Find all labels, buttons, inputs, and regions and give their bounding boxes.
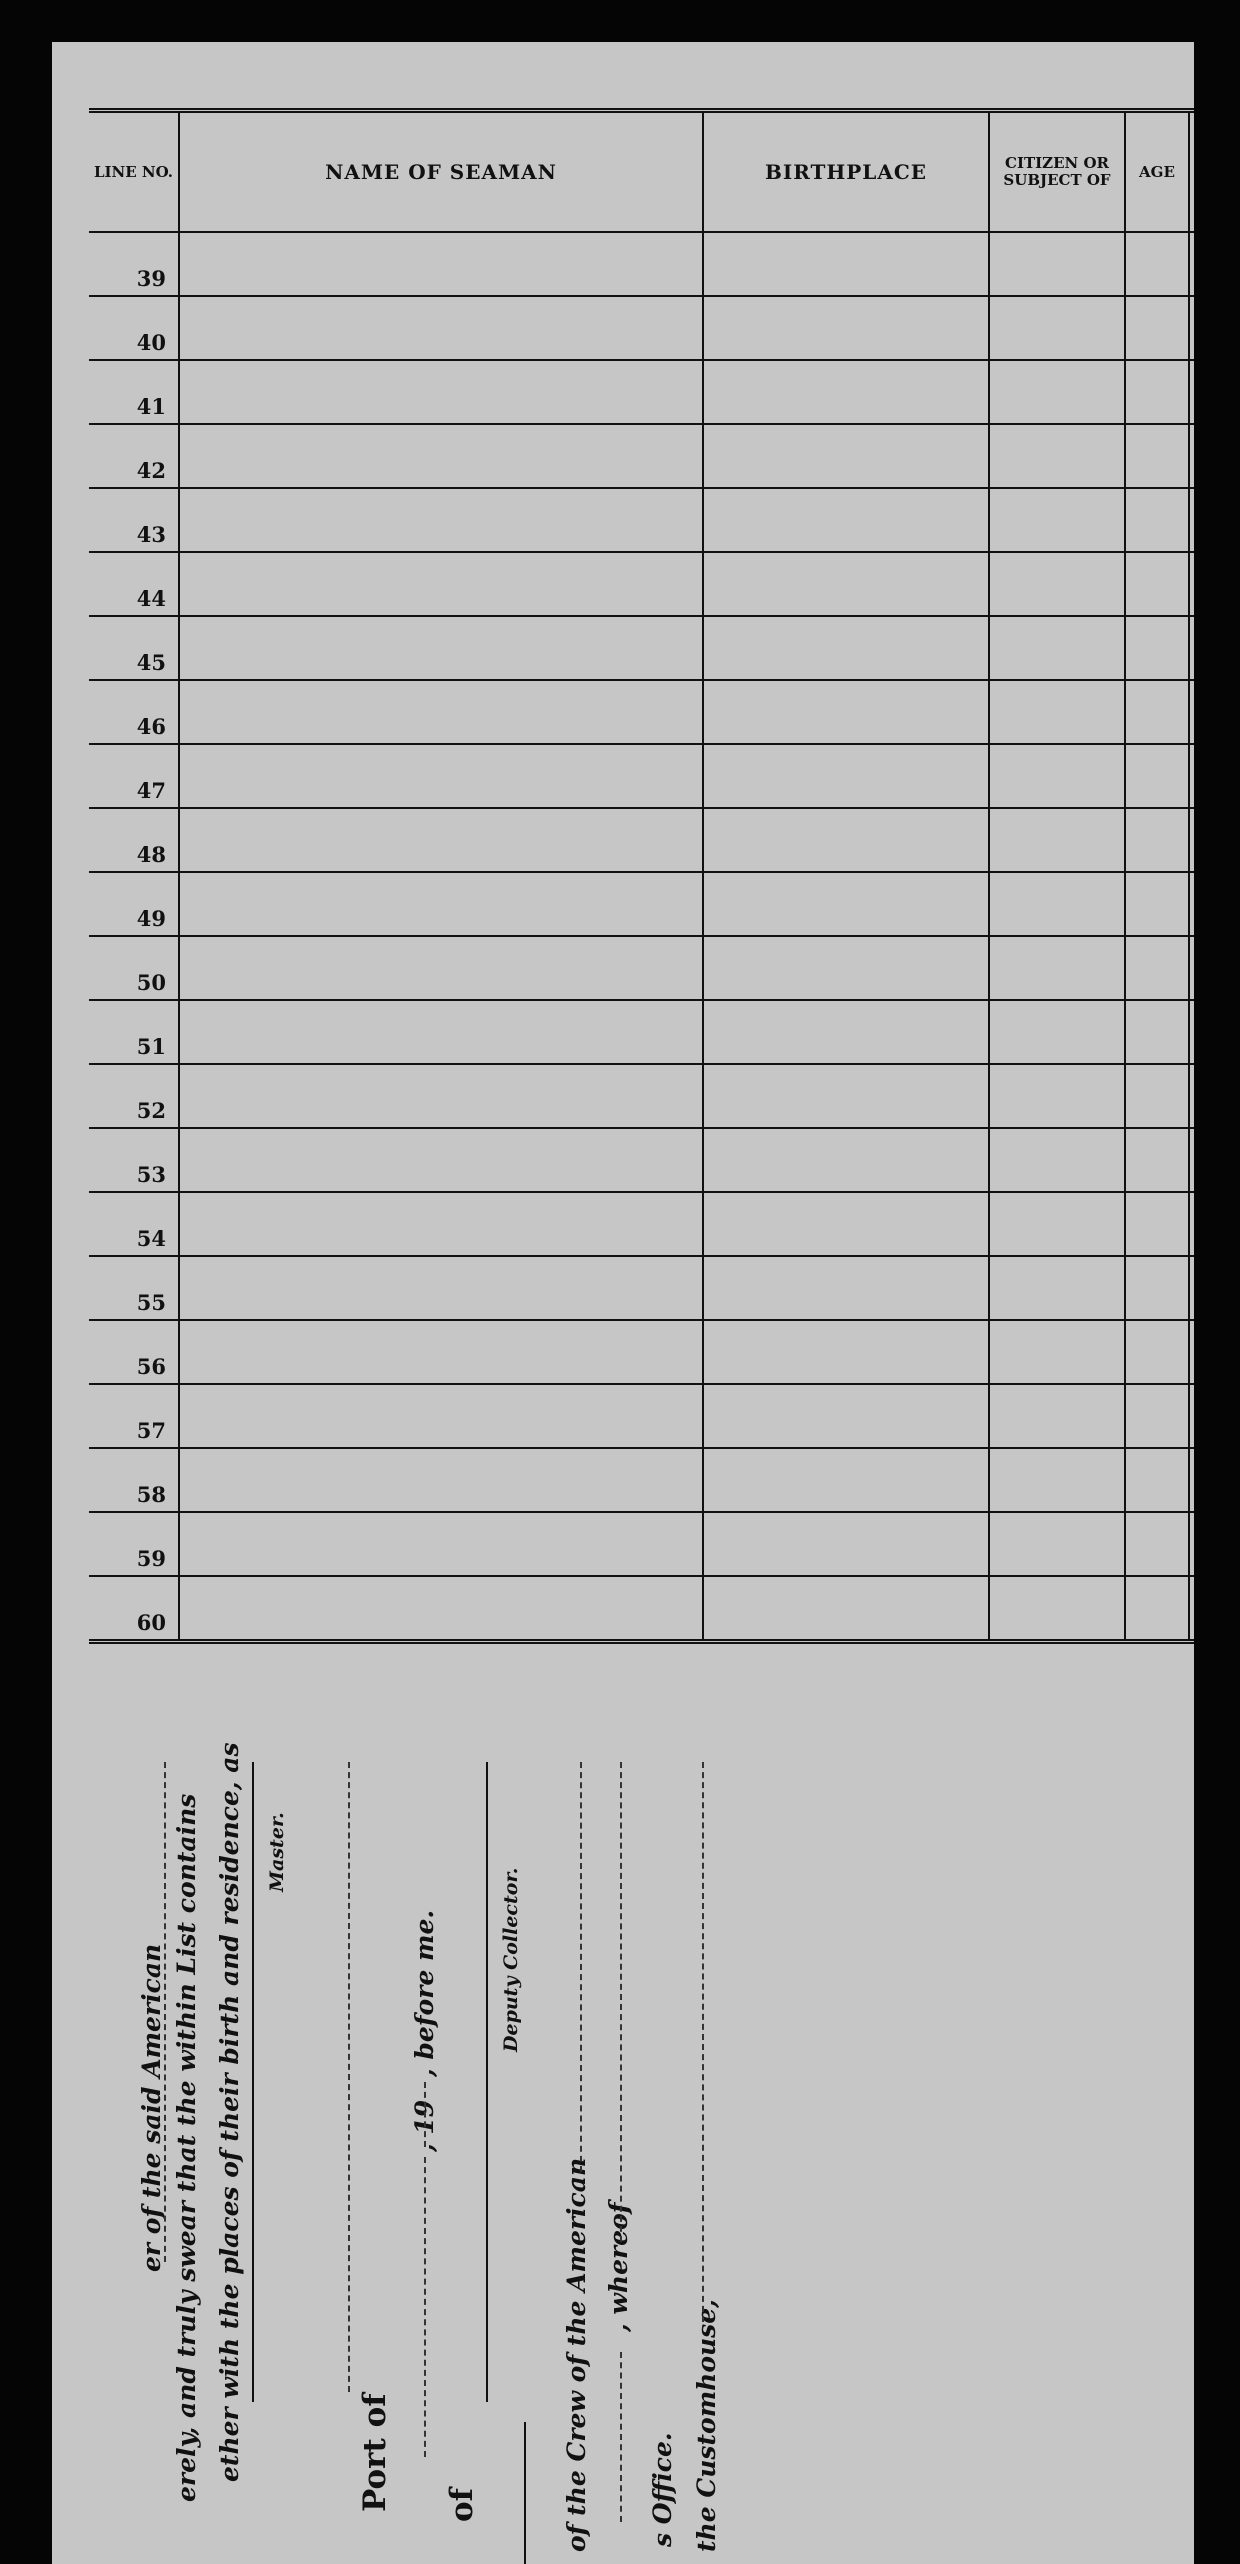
- table-row: [89, 424, 1194, 488]
- age-cell[interactable]: [1125, 232, 1189, 296]
- port-of-label: Port of: [357, 2393, 393, 2512]
- age-cell[interactable]: [1125, 552, 1189, 616]
- line-number: 45: [89, 616, 179, 680]
- name-cell[interactable]: [179, 1128, 703, 1192]
- vessel-name-blank[interactable]: [164, 1762, 166, 2262]
- oath-line-3: ether with the places of their birth and residence, as: [215, 1742, 244, 2482]
- name-cell[interactable]: [179, 1256, 703, 1320]
- citizen-cell[interactable]: [989, 680, 1125, 744]
- citizen-cell[interactable]: [989, 1000, 1125, 1064]
- whereof-blank[interactable]: [620, 1762, 622, 2242]
- citizen-cell[interactable]: [989, 296, 1125, 360]
- header-cut-column: [1189, 111, 1194, 233]
- citizen-cell[interactable]: [989, 744, 1125, 808]
- line-number: 55: [89, 1256, 179, 1320]
- line-number: 43: [89, 488, 179, 552]
- header-citizen: CITIZEN OR SUBJECT OF: [989, 111, 1125, 233]
- line-number: 60: [89, 1576, 179, 1642]
- name-cell[interactable]: [179, 616, 703, 680]
- name-cell[interactable]: [179, 1512, 703, 1576]
- table-row: [89, 1576, 1194, 1642]
- birthplace-cell[interactable]: [703, 552, 989, 616]
- line-number: 51: [89, 1000, 179, 1064]
- citizen-cell[interactable]: [989, 424, 1125, 488]
- name-cell[interactable]: [179, 360, 703, 424]
- age-cell[interactable]: [1125, 936, 1189, 1000]
- citizen-cell[interactable]: [989, 552, 1125, 616]
- age-cell[interactable]: [1125, 744, 1189, 808]
- table-row: [89, 744, 1194, 808]
- age-cell[interactable]: [1125, 1256, 1189, 1320]
- office-label: s Office.: [648, 2432, 677, 2547]
- name-cell[interactable]: [179, 680, 703, 744]
- line-number: 40: [89, 296, 179, 360]
- table-row: [89, 1512, 1194, 1576]
- header-age: AGE: [1125, 111, 1189, 233]
- line-number: 52: [89, 1064, 179, 1128]
- name-cell[interactable]: [179, 552, 703, 616]
- citizen-cell[interactable]: [989, 872, 1125, 936]
- table-row: [89, 1192, 1194, 1256]
- line-number: 54: [89, 1192, 179, 1256]
- birthplace-cell[interactable]: [703, 296, 989, 360]
- age-cell[interactable]: [1125, 1576, 1189, 1642]
- name-cell[interactable]: [179, 1576, 703, 1642]
- oath-line-2: erely, and truly swear that the within List contains: [172, 1793, 201, 2502]
- master-label: Master.: [266, 1812, 288, 1892]
- name-cell[interactable]: [179, 488, 703, 552]
- citizen-cell[interactable]: [989, 1128, 1125, 1192]
- table-row: [89, 1000, 1194, 1064]
- citizen-cell[interactable]: [989, 1448, 1125, 1512]
- deputy-collector-label: Deputy Collector.: [500, 1867, 522, 2052]
- line-number: 41: [89, 360, 179, 424]
- name-cell[interactable]: [179, 1064, 703, 1128]
- header-name-of-seaman: NAME OF SEAMAN: [179, 111, 703, 233]
- crew-list-table: [89, 108, 1194, 1644]
- name-cell[interactable]: [179, 808, 703, 872]
- birthplace-cell[interactable]: [703, 360, 989, 424]
- line-number: 47: [89, 744, 179, 808]
- age-cell[interactable]: [1125, 296, 1189, 360]
- birthplace-cell[interactable]: [703, 488, 989, 552]
- age-cell[interactable]: [1125, 1384, 1189, 1448]
- name-cell[interactable]: [179, 1448, 703, 1512]
- line-number: 53: [89, 1128, 179, 1192]
- age-cell[interactable]: [1125, 1128, 1189, 1192]
- name-cell[interactable]: [179, 296, 703, 360]
- table-row: [89, 1064, 1194, 1128]
- birthplace-cell[interactable]: [703, 872, 989, 936]
- citizen-cell[interactable]: [989, 232, 1125, 296]
- citizen-cell[interactable]: [989, 1320, 1125, 1384]
- citizen-cell[interactable]: [989, 1192, 1125, 1256]
- birthplace-cell[interactable]: [703, 1064, 989, 1128]
- age-cell[interactable]: [1125, 872, 1189, 936]
- table-row: [89, 1128, 1194, 1192]
- port-blank[interactable]: [348, 1762, 350, 2392]
- section-divider: [524, 2422, 526, 2564]
- birthplace-cell[interactable]: [703, 424, 989, 488]
- age-cell[interactable]: [1125, 1000, 1189, 1064]
- table-row: [89, 1320, 1194, 1384]
- citizen-cell[interactable]: [989, 488, 1125, 552]
- line-number: 58: [89, 1448, 179, 1512]
- table-row: [89, 872, 1194, 936]
- table-row: [89, 296, 1194, 360]
- table-row: [89, 680, 1194, 744]
- age-cell[interactable]: [1125, 1320, 1189, 1384]
- name-cell[interactable]: [179, 936, 703, 1000]
- citizen-cell[interactable]: [989, 1256, 1125, 1320]
- name-cell[interactable]: [179, 424, 703, 488]
- line-number: 46: [89, 680, 179, 744]
- age-cell[interactable]: [1125, 808, 1189, 872]
- line-number: 57: [89, 1384, 179, 1448]
- birthplace-cell[interactable]: [703, 1576, 989, 1642]
- birthplace-cell[interactable]: [703, 1512, 989, 1576]
- name-cell[interactable]: [179, 872, 703, 936]
- citizen-cell[interactable]: [989, 360, 1125, 424]
- birthplace-cell[interactable]: [703, 936, 989, 1000]
- year-blank[interactable]: [424, 2082, 426, 2147]
- age-cell[interactable]: [1125, 1448, 1189, 1512]
- name-cell[interactable]: [179, 1000, 703, 1064]
- master-signature-line[interactable]: [252, 1762, 254, 2402]
- name-cell[interactable]: [179, 1384, 703, 1448]
- table-row: [89, 232, 1194, 296]
- line-number: 42: [89, 424, 179, 488]
- crew-statement: of the Crew of the American: [562, 2157, 591, 2552]
- table-row: [89, 488, 1194, 552]
- table-row: [89, 360, 1194, 424]
- table-row: [89, 1256, 1194, 1320]
- form-page: [52, 42, 1194, 2564]
- whereof-prefix-blank[interactable]: [620, 2352, 622, 2522]
- line-number: 39: [89, 232, 179, 296]
- age-cell[interactable]: [1125, 680, 1189, 744]
- birthplace-cell[interactable]: [703, 1448, 989, 1512]
- age-cell[interactable]: [1125, 1064, 1189, 1128]
- name-cell[interactable]: [179, 744, 703, 808]
- age-cell[interactable]: [1125, 1192, 1189, 1256]
- whereof-label: , whereof: [604, 2202, 633, 2332]
- birthplace-cell[interactable]: [703, 808, 989, 872]
- birthplace-cell[interactable]: [703, 1256, 989, 1320]
- customhouse-label: the Customhouse,: [692, 2299, 721, 2552]
- customhouse-blank[interactable]: [702, 1762, 704, 2322]
- line-number: 44: [89, 552, 179, 616]
- age-cell[interactable]: [1125, 360, 1189, 424]
- before-me-label: , before me.: [410, 1909, 439, 2077]
- oath-line-1: er of the said American: [137, 1943, 166, 2272]
- header-line-no: LINE NO.: [89, 111, 179, 233]
- deputy-signature-line[interactable]: [486, 1762, 488, 2402]
- birthplace-cell[interactable]: [703, 680, 989, 744]
- birthplace-cell[interactable]: [703, 1192, 989, 1256]
- table-row: [89, 808, 1194, 872]
- year-prefix-label: , 19: [410, 2099, 439, 2152]
- name-cell[interactable]: [179, 1192, 703, 1256]
- line-number: 59: [89, 1512, 179, 1576]
- age-cell[interactable]: [1125, 424, 1189, 488]
- table-row: [89, 936, 1194, 1000]
- header-birthplace: BIRTHPLACE: [703, 111, 989, 233]
- date-of-label: of: [444, 2487, 480, 2522]
- age-cell[interactable]: [1125, 488, 1189, 552]
- line-number: 48: [89, 808, 179, 872]
- citizen-cell[interactable]: [989, 1064, 1125, 1128]
- table-row: [89, 616, 1194, 680]
- birthplace-cell[interactable]: [703, 616, 989, 680]
- birthplace-cell[interactable]: [703, 744, 989, 808]
- citizen-cell[interactable]: [989, 808, 1125, 872]
- citizen-cell[interactable]: [989, 1512, 1125, 1576]
- birthplace-cell[interactable]: [703, 1000, 989, 1064]
- citizen-cell[interactable]: [989, 1576, 1125, 1642]
- birthplace-cell[interactable]: [703, 1384, 989, 1448]
- table-header-row: [89, 111, 1194, 233]
- citizen-cell[interactable]: [989, 1384, 1125, 1448]
- line-number: 49: [89, 872, 179, 936]
- date-day-blank[interactable]: [424, 2157, 426, 2457]
- crew-vessel-blank[interactable]: [580, 1762, 582, 2172]
- citizen-cell[interactable]: [989, 616, 1125, 680]
- table-row: [89, 1448, 1194, 1512]
- birthplace-cell[interactable]: [703, 1320, 989, 1384]
- table-row: [89, 552, 1194, 616]
- line-number: 56: [89, 1320, 179, 1384]
- name-cell[interactable]: [179, 1320, 703, 1384]
- birthplace-cell[interactable]: [703, 232, 989, 296]
- table-row: [89, 1384, 1194, 1448]
- name-cell[interactable]: [179, 232, 703, 296]
- birthplace-cell[interactable]: [703, 1128, 989, 1192]
- line-number: 50: [89, 936, 179, 1000]
- citizen-cell[interactable]: [989, 936, 1125, 1000]
- age-cell[interactable]: [1125, 616, 1189, 680]
- age-cell[interactable]: [1125, 1512, 1189, 1576]
